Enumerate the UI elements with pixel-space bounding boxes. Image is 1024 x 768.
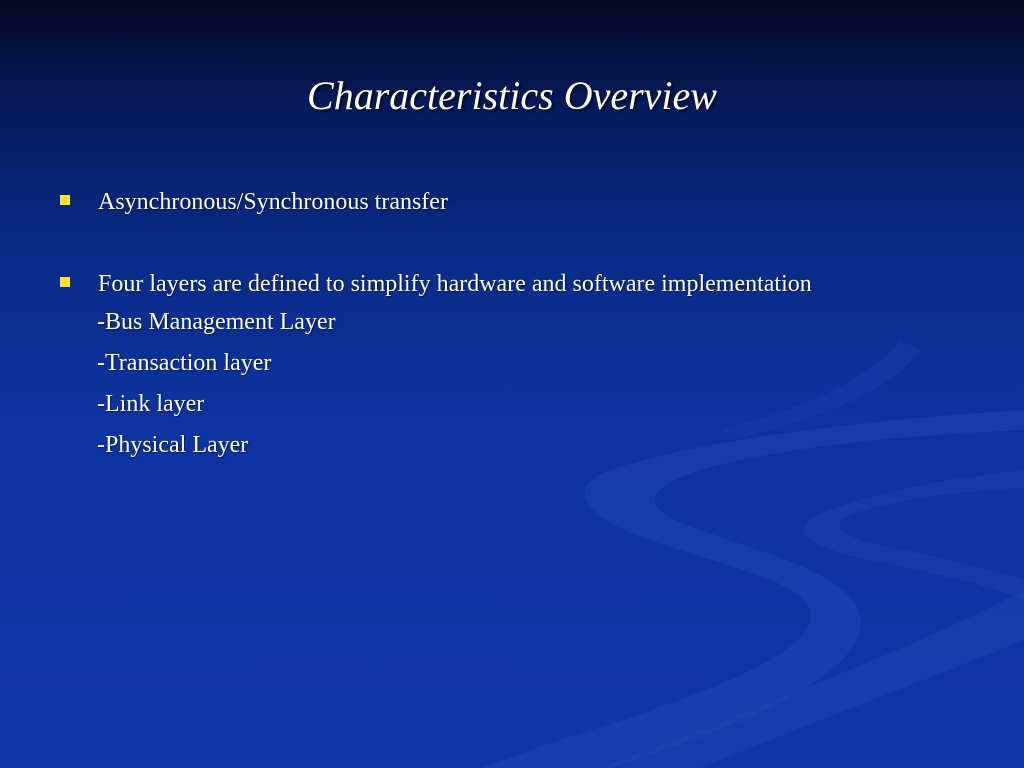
square-bullet-icon: [60, 195, 70, 205]
slide-title: Characteristics Overview: [307, 73, 717, 118]
sub-item: -Bus Management Layer: [97, 309, 336, 335]
bullet-text: Four layers are defined to simplify hardware and software implementation: [98, 271, 812, 297]
bullet-item: [60, 186, 1000, 218]
square-bullet-icon: [60, 277, 70, 287]
bullet-text: Asynchronous/Synchronous transfer: [98, 189, 448, 215]
sub-item: -Physical Layer: [97, 432, 249, 458]
sub-item-list: [60, 302, 1000, 466]
sub-item: -Transaction layer: [97, 350, 272, 376]
bullet-item: [60, 268, 1000, 300]
bullet-list: [60, 186, 1000, 466]
sub-item: -Link layer: [97, 391, 205, 417]
